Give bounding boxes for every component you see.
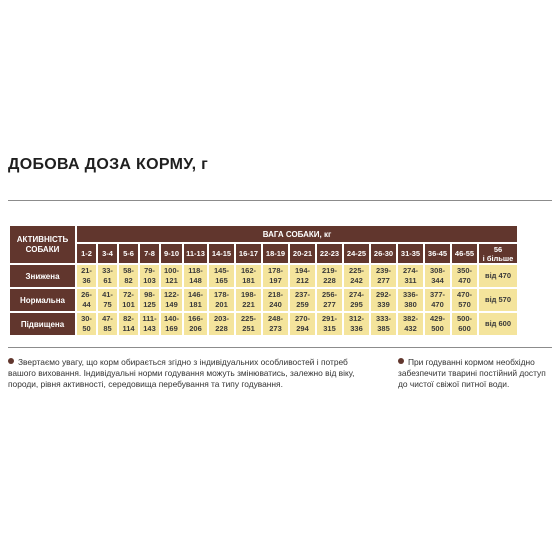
dose-min: 219- bbox=[321, 266, 337, 275]
dose-cell-last: від 600 bbox=[479, 313, 517, 335]
dose-cell bbox=[140, 313, 159, 335]
dose-max: 149 bbox=[165, 300, 178, 309]
dose-max: 82 bbox=[124, 276, 133, 285]
dose-cell bbox=[184, 313, 207, 335]
dose-min: 256- bbox=[321, 290, 337, 299]
activity-header: АКТИВНІСТЬ СОБАКИ bbox=[10, 226, 75, 263]
table-row bbox=[10, 265, 517, 287]
dose-cell bbox=[209, 313, 234, 335]
dose-min: 122- bbox=[163, 290, 179, 299]
dose-cell bbox=[425, 265, 450, 287]
weight-range-header: 31-35 bbox=[398, 244, 423, 263]
dose-min: 274- bbox=[402, 266, 418, 275]
dose-cell bbox=[236, 289, 261, 311]
dose-max: 181 bbox=[189, 300, 202, 309]
dose-max: 143 bbox=[143, 324, 156, 333]
dose-min: 100- bbox=[163, 266, 179, 275]
last-range-line1: 56 bbox=[493, 244, 503, 254]
dose-max: 470 bbox=[458, 276, 471, 285]
dose-max: 36 bbox=[82, 276, 91, 285]
dose-max: 44 bbox=[82, 300, 91, 309]
weight-range-header: 20-21 bbox=[290, 244, 315, 263]
dose-min: 270- bbox=[294, 314, 310, 323]
bullet-icon bbox=[8, 358, 14, 364]
dose-max: 294 bbox=[296, 324, 309, 333]
dose-cell bbox=[317, 289, 342, 311]
bottom-divider bbox=[8, 347, 552, 348]
activity-level-label: Нормальна bbox=[10, 289, 75, 311]
dose-cell bbox=[140, 289, 159, 311]
dose-cell bbox=[263, 313, 288, 335]
dose-min: 41- bbox=[102, 290, 113, 299]
dose-max: 240 bbox=[269, 300, 282, 309]
dose-cell bbox=[161, 313, 182, 335]
dose-cell bbox=[161, 265, 182, 287]
table-row bbox=[10, 313, 517, 335]
weight-range-header: 18-19 bbox=[263, 244, 288, 263]
weight-range-header: 22-23 bbox=[317, 244, 342, 263]
dose-max: 125 bbox=[143, 300, 156, 309]
dose-cell bbox=[290, 265, 315, 287]
dose-cell bbox=[119, 289, 138, 311]
dose-min: 111- bbox=[142, 314, 157, 323]
dose-max: 103 bbox=[143, 276, 156, 285]
dose-cell bbox=[398, 265, 423, 287]
dose-cell bbox=[236, 313, 261, 335]
dose-cell-last: від 470 bbox=[479, 265, 517, 287]
activity-level-label: Знижена bbox=[10, 265, 75, 287]
dose-min: 33- bbox=[102, 266, 113, 275]
dose-max: 50 bbox=[82, 324, 91, 333]
weight-range-header: 3-4 bbox=[98, 244, 117, 263]
dose-cell bbox=[452, 265, 477, 287]
dose-min: 140- bbox=[163, 314, 179, 323]
weight-range-header: 7-8 bbox=[140, 244, 159, 263]
dose-cell bbox=[263, 289, 288, 311]
dose-min: 72- bbox=[123, 290, 134, 299]
page-title: ДОБОВА ДОЗА КОРМУ, г bbox=[8, 156, 209, 173]
dose-max: 380 bbox=[404, 300, 417, 309]
dose-cell bbox=[77, 265, 96, 287]
dose-max: 114 bbox=[122, 324, 135, 333]
dose-min: 194- bbox=[294, 266, 310, 275]
dose-cell bbox=[184, 265, 207, 287]
dose-cell bbox=[452, 313, 477, 335]
dose-cell bbox=[425, 289, 450, 311]
dose-max: 500 bbox=[431, 324, 444, 333]
dose-max: 148 bbox=[189, 276, 202, 285]
dose-max: 470 bbox=[431, 300, 444, 309]
dose-cell bbox=[290, 313, 315, 335]
dose-min: 350- bbox=[456, 266, 472, 275]
weight-range-header: 46-55 bbox=[452, 244, 477, 263]
top-divider bbox=[8, 200, 552, 201]
dose-min: 178- bbox=[267, 266, 283, 275]
weight-range-header: 26-30 bbox=[371, 244, 396, 263]
dose-min: 47- bbox=[102, 314, 113, 323]
dose-cell-last: від 570 bbox=[479, 289, 517, 311]
dose-max: 344 bbox=[431, 276, 444, 285]
dose-min: 146- bbox=[187, 290, 203, 299]
dose-min: 336- bbox=[402, 290, 418, 299]
dose-cell bbox=[317, 313, 342, 335]
dose-max: 75 bbox=[103, 300, 112, 309]
note-right-text: При годуванні кормом необхідно забезпечити тварині постійний доступ до чистої свіжої питної води. bbox=[398, 357, 546, 389]
note-right bbox=[398, 357, 550, 390]
dose-min: 239- bbox=[375, 266, 391, 275]
dose-cell bbox=[398, 289, 423, 311]
dose-min: 225- bbox=[348, 266, 364, 275]
dose-cell bbox=[344, 265, 369, 287]
weight-range-header: 5-6 bbox=[119, 244, 138, 263]
dose-cell bbox=[161, 289, 182, 311]
dose-cell bbox=[209, 289, 234, 311]
weight-range-header: 16-17 bbox=[236, 244, 261, 263]
dose-max: 221 bbox=[242, 300, 255, 309]
dose-cell bbox=[119, 313, 138, 335]
weight-range-header-last bbox=[479, 244, 517, 263]
dose-cell bbox=[77, 289, 96, 311]
dose-min: 218- bbox=[267, 290, 283, 299]
dose-cell bbox=[344, 313, 369, 335]
dose-max: 61 bbox=[103, 276, 112, 285]
dose-cell bbox=[452, 289, 477, 311]
dose-min: 30- bbox=[81, 314, 92, 323]
dose-cell bbox=[184, 289, 207, 311]
dose-min: 312- bbox=[348, 314, 364, 323]
dose-max: 336 bbox=[350, 324, 363, 333]
dose-min: 470- bbox=[456, 290, 472, 299]
weight-range-header: 9-10 bbox=[161, 244, 182, 263]
dose-max: 169 bbox=[165, 324, 178, 333]
dose-min: 377- bbox=[429, 290, 445, 299]
dose-max: 85 bbox=[103, 324, 112, 333]
note-left bbox=[8, 357, 373, 390]
dose-min: 237- bbox=[294, 290, 310, 299]
dose-max: 251 bbox=[242, 324, 255, 333]
dose-min: 291- bbox=[321, 314, 337, 323]
note-left-text: Звертаємо увагу, що корм обирається згідно з індивідуальних особливостей і потреб вашого виховання. Індивідуальні норми годування можуть змінюватись, залежно від віку, породи, рівня активності, середовища перебування та типу годування. bbox=[8, 357, 355, 389]
dose-max: 165 bbox=[215, 276, 228, 285]
dose-max: 228 bbox=[323, 276, 336, 285]
dose-max: 570 bbox=[458, 300, 471, 309]
dose-max: 295 bbox=[350, 300, 363, 309]
weight-range-header: 1-2 bbox=[77, 244, 96, 263]
dose-max: 259 bbox=[296, 300, 309, 309]
dose-cell bbox=[317, 265, 342, 287]
dose-cell bbox=[290, 289, 315, 311]
weight-header: ВАГА СОБАКИ, кг bbox=[77, 226, 517, 242]
dose-min: 166- bbox=[187, 314, 203, 323]
dose-min: 333- bbox=[375, 314, 391, 323]
dose-min: 429- bbox=[429, 314, 445, 323]
dose-cell bbox=[371, 313, 396, 335]
dose-min: 82- bbox=[123, 314, 134, 323]
dose-min: 118- bbox=[188, 266, 203, 275]
dose-max: 197 bbox=[269, 276, 282, 285]
dose-cell bbox=[236, 265, 261, 287]
dose-cell bbox=[263, 265, 288, 287]
weight-range-header: 14-15 bbox=[209, 244, 234, 263]
feeding-table bbox=[8, 224, 519, 337]
dose-min: 225- bbox=[240, 314, 256, 323]
activity-level-label: Підвищена bbox=[10, 313, 75, 335]
dose-max: 121 bbox=[165, 276, 178, 285]
dose-cell bbox=[371, 265, 396, 287]
weight-range-header: 24-25 bbox=[344, 244, 369, 263]
dose-min: 26- bbox=[81, 290, 92, 299]
dose-max: 385 bbox=[377, 324, 390, 333]
dose-max: 277 bbox=[323, 300, 336, 309]
dose-cell bbox=[77, 313, 96, 335]
last-range-line2: і більше bbox=[482, 253, 514, 263]
dose-max: 432 bbox=[404, 324, 417, 333]
dose-max: 206 bbox=[189, 324, 202, 333]
dose-cell bbox=[119, 265, 138, 287]
dose-min: 58- bbox=[123, 266, 134, 275]
dose-max: 101 bbox=[122, 300, 135, 309]
dose-cell bbox=[371, 289, 396, 311]
dose-min: 274- bbox=[348, 290, 364, 299]
dose-min: 308- bbox=[429, 266, 445, 275]
dose-min: 500- bbox=[456, 314, 472, 323]
dose-max: 273 bbox=[269, 324, 282, 333]
bullet-icon bbox=[398, 358, 404, 364]
dose-max: 277 bbox=[377, 276, 390, 285]
table-row bbox=[10, 289, 517, 311]
dose-max: 311 bbox=[404, 276, 417, 285]
dose-min: 248- bbox=[267, 314, 283, 323]
weight-range-header: 36-45 bbox=[425, 244, 450, 263]
dose-max: 339 bbox=[377, 300, 390, 309]
dose-min: 292- bbox=[375, 290, 391, 299]
dose-cell bbox=[209, 265, 234, 287]
dose-max: 242 bbox=[350, 276, 363, 285]
dose-cell bbox=[98, 313, 117, 335]
dose-max: 600 bbox=[458, 324, 471, 333]
dose-cell bbox=[140, 265, 159, 287]
dose-max: 212 bbox=[296, 276, 309, 285]
dose-min: 98- bbox=[144, 290, 155, 299]
dose-max: 228 bbox=[215, 324, 228, 333]
dose-min: 178- bbox=[213, 290, 229, 299]
dose-max: 315 bbox=[323, 324, 336, 333]
dose-max: 201 bbox=[215, 300, 228, 309]
dose-max: 181 bbox=[242, 276, 255, 285]
dose-min: 21- bbox=[81, 266, 92, 275]
dose-min: 145- bbox=[213, 266, 229, 275]
dose-min: 382- bbox=[402, 314, 418, 323]
dose-cell bbox=[344, 289, 369, 311]
weight-range-header: 11-13 bbox=[184, 244, 207, 263]
dose-cell bbox=[425, 313, 450, 335]
dose-cell bbox=[98, 289, 117, 311]
dose-cell bbox=[98, 265, 117, 287]
dose-min: 79- bbox=[144, 266, 155, 275]
dose-min: 203- bbox=[213, 314, 229, 323]
dose-min: 198- bbox=[240, 290, 256, 299]
dose-min: 162- bbox=[240, 266, 256, 275]
dose-cell bbox=[398, 313, 423, 335]
